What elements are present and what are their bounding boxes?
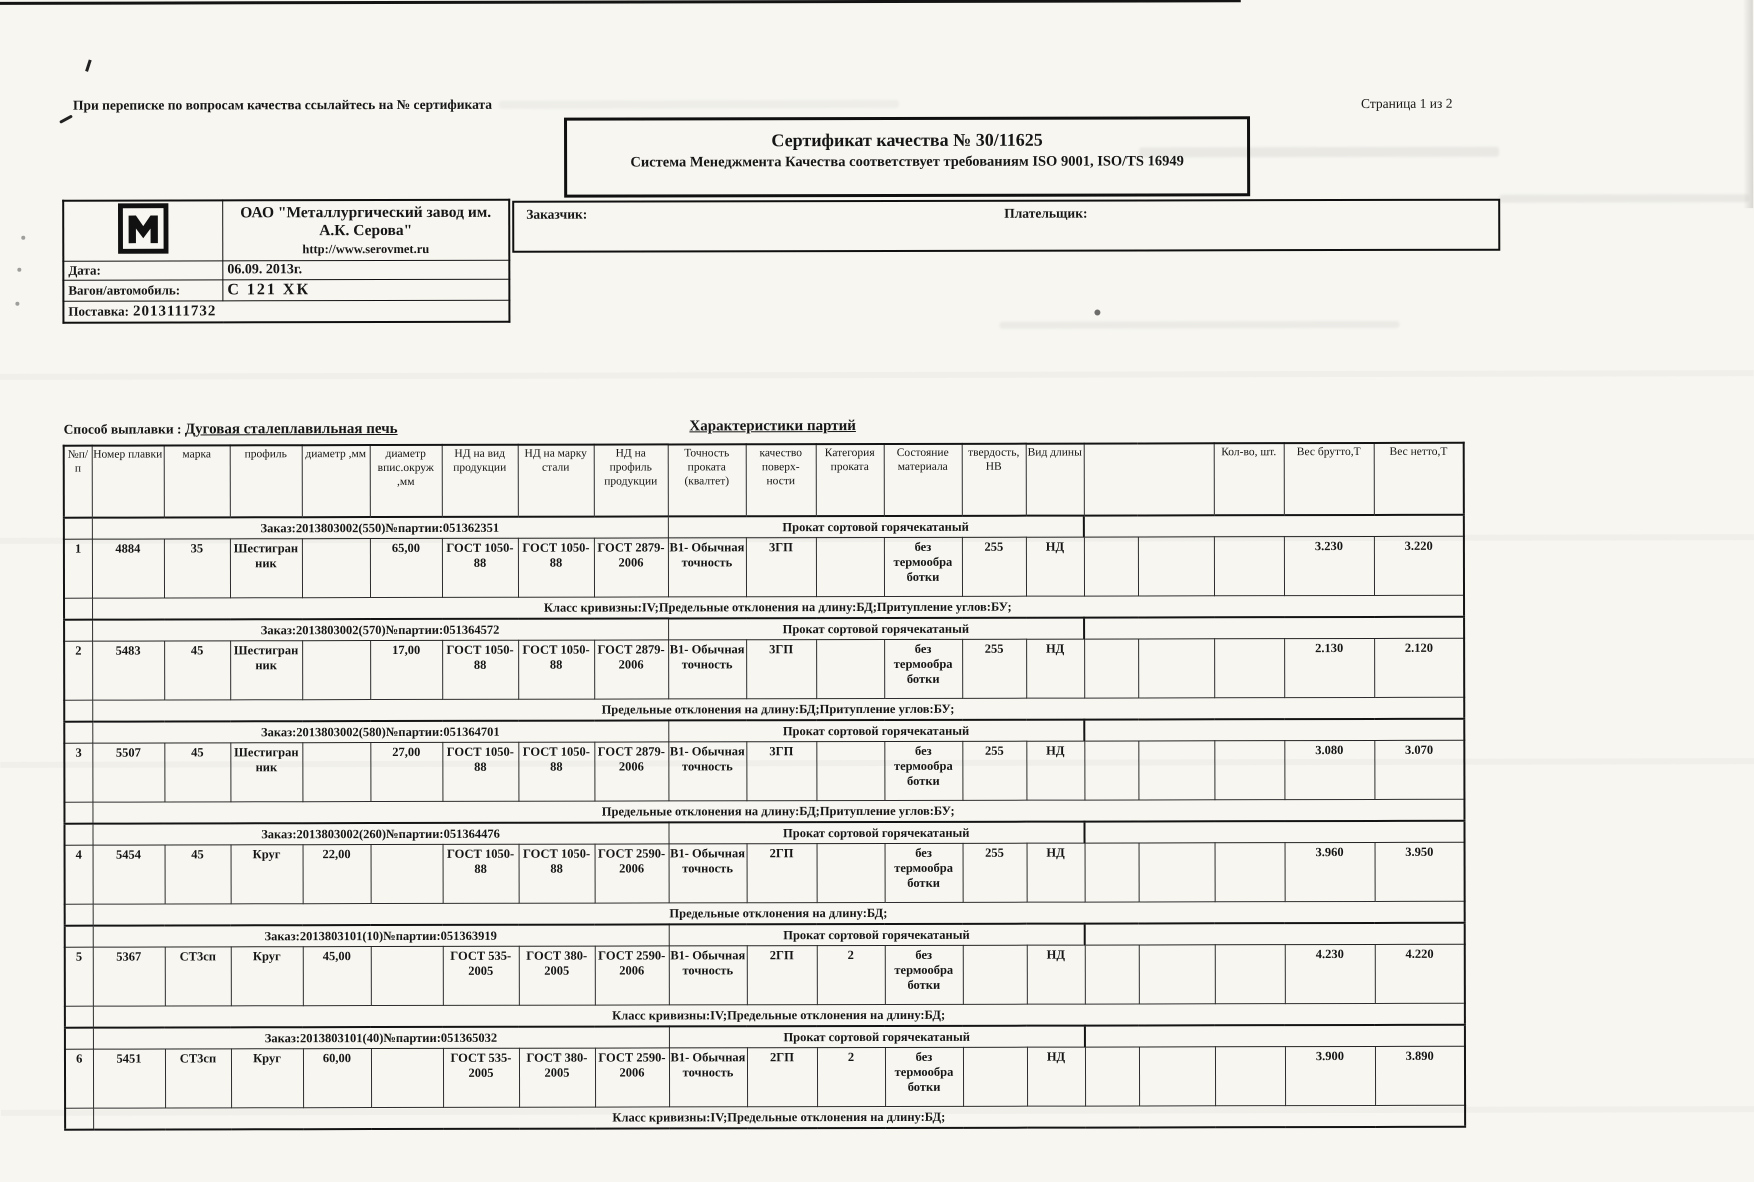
column-header: диаметр впис.окруж ,мм [370,445,442,517]
table-cell: 3ГП [746,742,816,801]
table-cell: 17,00 [370,640,442,699]
table-cell [371,844,443,903]
table-cell [817,843,885,902]
date-value: 06.09. 2013г. [223,260,510,280]
order-row-index-cell [64,824,92,846]
customer-label: Заказчик: [526,206,588,222]
table-cell [1214,639,1284,698]
order-row-index-cell [64,722,92,744]
table-cell [1139,945,1215,1004]
scan-speck [1094,310,1100,316]
table-cell: 2ГП [747,946,817,1005]
column-header: марка [164,445,230,517]
delivery-row [63,300,509,322]
company-url: http://www.serovmet.ru [302,241,430,257]
table-cell: 5454 [93,845,165,904]
table-cell: 4884 [92,539,164,598]
ghost-text-streak [1499,194,1749,203]
order-row-blank-cell [1085,923,1465,945]
table-cell: 2.130 [1284,638,1374,697]
table-cell: без термообра ботки [884,537,962,596]
note-row-index-cell [64,598,92,620]
order-row-index-cell [64,620,92,642]
table-cell: ГОСТ 1050-88 [442,742,518,801]
header-row [64,443,1464,518]
column-header: Вид длины [1026,444,1084,516]
order-number-cell: Заказ:2013803002(570)№партии:051364572 [92,618,668,641]
batch-characteristics-title: Характеристики партий [689,418,856,435]
table-cell [371,1048,443,1107]
table-cell: Шестигран ник [230,539,302,598]
table-cell: 2ГП [747,1048,817,1107]
table-cell: НД [1026,741,1084,800]
table-cell: 3.230 [1284,536,1374,595]
table-cell: В1- Обычная точность [669,946,747,1005]
batch-table [63,442,1466,1131]
column-header: Кол-во, шт. [1214,443,1284,515]
product-type-cell: Прокат сортовой горячекатаный [668,618,1084,640]
column-header: профиль [230,445,302,517]
table-cell [1138,741,1214,800]
table-cell [1214,741,1284,800]
order-number-cell: Заказ:2013803002(580)№партии:051364701 [92,720,668,743]
table-cell: 2.120 [1374,638,1464,697]
table-cell: ГОСТ 380-2005 [519,1048,595,1107]
table-cell [816,741,884,800]
table-cell: 27,00 [370,742,442,801]
scan-speck [15,302,19,306]
table-cell: 255 [962,537,1026,596]
scan-edge-line [0,0,1241,5]
table-cell: без термообра ботки [885,1047,963,1106]
table-cell: 3 [64,743,92,802]
melting-method-label: Способ выплавки : [63,421,182,437]
table-cell: 5451 [93,1049,165,1108]
table-cell: ГОСТ 2590-2006 [595,844,669,903]
company-name: ОАО "Металлургический завод им. А.К. Серова" [240,203,492,240]
table-cell [1215,843,1285,902]
table-cell: 4.230 [1285,944,1375,1003]
order-row [65,923,1465,947]
batch-data-row [64,536,1464,598]
table-cell [963,1047,1027,1106]
correspondence-note: При переписке по вопросам качества ссылайтесь на № сертификата [72,96,493,113]
table-cell: 2ГП [747,844,817,903]
table-cell: СТ3сп [165,947,231,1006]
table-cell: СТ3сп [165,1049,231,1108]
table-cell: 2 [817,945,885,1004]
batch-data-row [64,638,1464,700]
table-cell: 3.900 [1285,1046,1375,1105]
batch-note-row [65,901,1465,925]
order-row-blank-cell [1084,821,1464,843]
table-cell: 5483 [92,641,164,700]
product-type-cell: Прокат сортовой горячекатаный [669,924,1085,946]
table-cell [963,945,1027,1004]
note-row-index-cell [65,1108,93,1130]
scan-speck [21,236,25,240]
column-header: НД на вид продукции [442,445,518,517]
table-cell: Круг [231,1049,303,1108]
order-number-cell: Заказ:2013803002(260)№партии:051364476 [92,822,668,845]
ghost-text-streak [999,321,1399,329]
table-cell [1215,945,1285,1004]
batch-data-row [65,1046,1465,1108]
date-label: Дата: [63,261,223,280]
batch-data-row [65,944,1465,1006]
table-cell: 5 [65,947,93,1006]
table-cell [1139,1047,1215,1106]
table-cell: 3.950 [1375,842,1465,901]
table-cell [302,743,370,802]
batch-note-cell: Предельные отклонения на длину:БД;Притупление углов:БУ; [92,799,1464,823]
table-cell: ГОСТ 2879-2006 [594,640,668,699]
table-cell: 5367 [93,947,165,1006]
delivery-label: Поставка: [68,303,130,319]
order-row-blank-cell [1084,617,1464,639]
serov-plant-logo-icon [117,241,169,258]
column-header: №п/п [64,446,92,518]
order-row [64,821,1464,845]
page-number: Страница 1 из 2 [1360,95,1453,111]
table-cell [302,539,370,598]
table-cell: 6 [65,1049,93,1108]
table-cell [1138,639,1214,698]
column-header: Вес нетто,Т [1374,443,1464,515]
table-cell: НД [1026,537,1084,596]
table-cell: 3.890 [1375,1046,1465,1105]
table-cell [1214,537,1284,596]
table-cell: 60,00 [303,1049,371,1108]
column-header: НД на профиль продукции [594,444,668,516]
table-cell: 3ГП [746,538,816,597]
column-header: НД на марку стали [518,445,594,517]
column-header-blank [1084,443,1214,515]
table-cell: 3ГП [746,640,816,699]
table-cell: 45 [164,641,230,700]
column-header: диаметр ,мм [302,445,370,517]
table-cell: без термообра ботки [885,843,963,902]
table-cell: В1- Обычная точность [668,742,746,801]
table-cell: 4 [65,845,93,904]
table-cell [1084,537,1138,596]
wagon-label: Вагон/автомобиль: [63,280,223,301]
table-cell: ГОСТ 380-2005 [519,946,595,1005]
table-cell: 45,00 [303,947,371,1006]
column-header: Состояние материала [884,444,962,516]
table-cell: ГОСТ 535-2005 [443,1048,519,1107]
table-cell: В1- Обычная точность [669,844,747,903]
table-cell: 3.080 [1284,740,1374,799]
scan-edge-shadow [1743,0,1753,208]
batch-note-cell: Класс кривизны:IV;Предельные отклонения на длину:БД; [93,1003,1465,1027]
batch-note-row [65,1003,1465,1027]
column-header: Вес брутто,Т [1284,443,1374,515]
table-cell: 35 [164,539,230,598]
order-row [65,1025,1465,1049]
table-cell: ГОСТ 1050-88 [443,844,519,903]
table-cell [1084,639,1138,698]
table-cell [302,641,370,700]
note-row-index-cell [65,904,93,926]
table-cell: Круг [231,947,303,1006]
table-cell [371,946,443,1005]
order-number-cell: Заказ:2013803101(40)№партии:051365032 [93,1026,669,1049]
column-header: Номер плавки [92,445,164,517]
scan-band [0,370,1754,380]
table-cell: ГОСТ 2879-2006 [594,538,668,597]
table-cell: 3.070 [1374,740,1464,799]
batch-note-cell: Класс кривизны:IV;Предельные отклонения на длину:БД; [93,1105,1465,1129]
table-cell: 45 [165,845,231,904]
table-cell: 5507 [92,743,164,802]
order-row-blank-cell [1084,515,1464,537]
table-cell: 255 [962,639,1026,698]
product-type-cell: Прокат сортовой горячекатаный [668,720,1084,742]
batch-note-row [65,1105,1465,1129]
note-row-index-cell [65,1006,93,1028]
batch-data-row [65,842,1465,904]
table-cell: НД [1027,843,1085,902]
table-cell: ГОСТ 535-2005 [443,946,519,1005]
column-header: твердость, НВ [962,444,1026,516]
table-cell: 2 [64,641,92,700]
table-cell: Круг [231,845,303,904]
table-cell: НД [1026,639,1084,698]
table-cell: ГОСТ 1050-88 [518,640,594,699]
supplier-info-box [62,199,510,324]
table-cell [1215,1047,1285,1106]
table-cell [1085,945,1139,1004]
batch-data-row [64,740,1464,802]
table-cell: ГОСТ 1050-88 [519,844,595,903]
scan-speck [17,268,21,272]
batch-note-cell: Предельные отклонения на длину:БД;Притупление углов:БУ; [92,697,1464,721]
table-cell: В1- Обычная точность [669,1048,747,1107]
table-cell: НД [1027,945,1085,1004]
wagon-value: С 121 ХК [223,279,510,301]
order-row-blank-cell [1084,719,1464,741]
table-cell [1138,537,1214,596]
table-cell: 255 [963,843,1027,902]
table-cell: 22,00 [303,845,371,904]
table-cell: 1 [64,539,92,598]
table-cell: без термообра ботки [884,741,962,800]
batch-note-cell: Класс кривизны:IV;Предельные отклонения на длину:БД;Притупление углов:БУ; [92,595,1464,619]
table-cell: НД [1027,1047,1085,1106]
table-cell: 65,00 [370,538,442,597]
table-cell [1139,843,1215,902]
column-header: Точность проката (квалтет) [668,444,746,516]
table-cell: ГОСТ 2879-2006 [594,742,668,801]
order-row [64,617,1464,641]
order-number-cell: Заказ:2013803002(550)№партии:051362351 [92,516,668,539]
table-cell: ГОСТ 1050-88 [442,538,518,597]
certificate-subtitle: Система Менеджмента Качества соответствует требованиям ISO 9001, ISO/TS 16949 [630,153,1184,171]
company-name-cell [223,200,510,261]
payer-label: Плательщик: [1004,205,1088,221]
batch-note-row [64,799,1464,823]
product-type-cell: Прокат сортовой горячекатаный [668,516,1084,538]
table-cell [1084,741,1138,800]
table-cell: ГОСТ 2590-2006 [595,1048,669,1107]
table-cell: 3.960 [1285,842,1375,901]
certificate-title: Сертификат качества № 30/11625 [771,129,1043,151]
table-cell [816,639,884,698]
product-type-cell: Прокат сортовой горячекатаный [668,822,1084,844]
melting-method-value: Дуговая сталеплавильная печь [184,421,398,438]
table-cell [1085,843,1139,902]
table-cell [1085,1047,1139,1106]
table-cell: ГОСТ 1050-88 [518,742,594,801]
batch-note-cell: Предельные отклонения на длину:БД; [93,901,1465,925]
note-row-index-cell [64,802,92,824]
table-cell: 2 [817,1047,885,1106]
ghost-text-streak [499,100,899,109]
batch-note-row [64,697,1464,721]
order-row [64,515,1464,539]
batch-note-row [64,595,1464,619]
scan-mark [59,115,73,124]
table-cell: В1- Обычная точность [668,538,746,597]
table-cell [816,537,884,596]
column-header: Категория проката [816,444,884,516]
melting-method-line [64,421,398,439]
table-cell: В1- Обычная точность [668,640,746,699]
delivery-value: 2013111732 [132,303,217,320]
table-cell: ГОСТ 2590-2006 [595,946,669,1005]
certificate-title-box [564,116,1250,197]
table-cell: Шестигран ник [230,641,302,700]
batch-table-header [64,443,1464,518]
scan-mark [85,59,92,71]
table-cell: 255 [962,741,1026,800]
table-cell: 3.220 [1374,536,1464,595]
product-type-cell: Прокат сортовой горячекатаный [669,1026,1085,1048]
parties-box [512,199,1500,253]
table-cell: без термообра ботки [885,945,963,1004]
order-number-cell: Заказ:2013803101(10)№партии:051363919 [93,924,669,947]
order-row-index-cell [65,926,93,948]
company-logo-cell [63,200,223,261]
note-row-index-cell [64,700,92,722]
table-cell: 4.220 [1375,944,1465,1003]
order-row-index-cell [64,518,92,540]
table-cell: без термообра ботки [884,639,962,698]
table-cell: Шестигран ник [230,743,302,802]
table-cell: ГОСТ 1050-88 [518,538,594,597]
order-row-blank-cell [1085,1025,1465,1047]
table-cell: 45 [164,743,230,802]
order-row-index-cell [65,1028,93,1050]
batch-table-body [64,515,1465,1130]
column-header: качество поверх- ности [746,444,816,516]
table-cell: ГОСТ 1050-88 [442,640,518,699]
order-row [64,719,1464,743]
